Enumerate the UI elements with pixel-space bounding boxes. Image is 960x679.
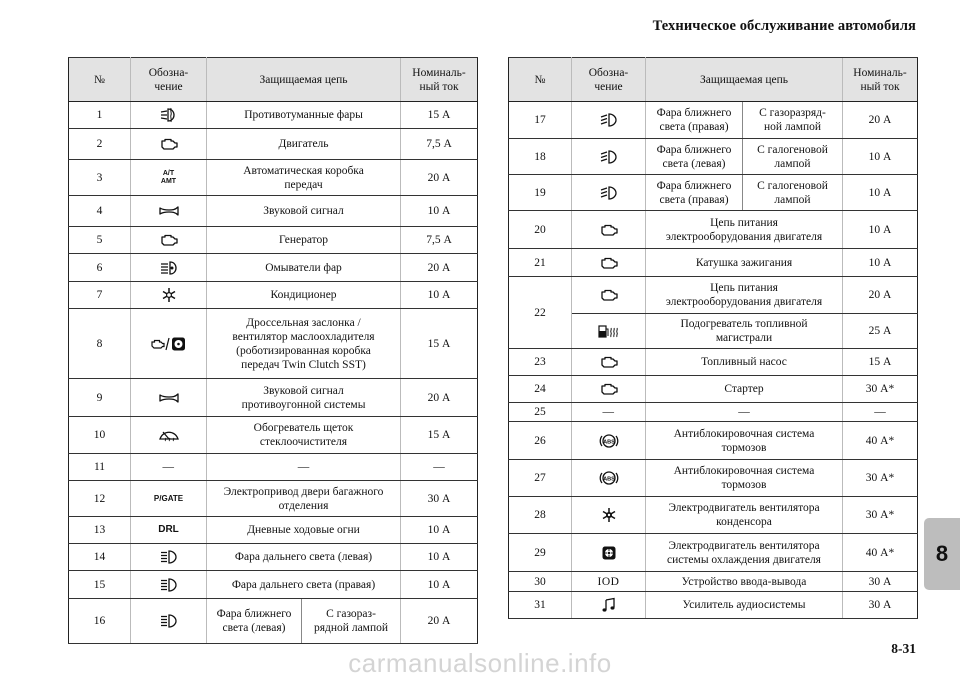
protected-circuit: Цепь питания электрооборудования двигателя <box>646 211 843 249</box>
fuse-symbol <box>572 460 646 497</box>
table-row <box>69 517 478 544</box>
fuse-number: 27 <box>509 460 572 497</box>
rated-current: 40 А* <box>843 422 918 460</box>
rated-current: 10 А <box>401 517 478 544</box>
horn-icon <box>158 392 180 404</box>
table-row <box>69 309 478 379</box>
fuse-number: 11 <box>69 454 131 481</box>
table-row <box>69 379 478 417</box>
fuse-number: 6 <box>69 254 131 282</box>
fuse-number: 10 <box>69 417 131 454</box>
power-tailgate-icon: P/GATE <box>153 493 184 503</box>
rated-current: 10 А <box>843 249 918 277</box>
fuse-symbol <box>572 591 646 618</box>
rated-current: 10 А <box>401 282 478 309</box>
rated-current: 20 А <box>843 102 918 139</box>
protected-circuit: Антиблокировочная система тормозов <box>646 422 843 460</box>
engine-icon <box>159 233 179 247</box>
table-row <box>509 422 918 460</box>
protected-circuit: Двигатель <box>207 129 401 160</box>
table-row <box>69 544 478 571</box>
fuel-heater-icon <box>597 324 621 338</box>
abs-icon <box>598 470 620 486</box>
protected-circuit: Стартер <box>646 376 843 403</box>
protected-circuit: Фара дальнего света (правая) <box>207 571 401 599</box>
table-row <box>69 454 478 481</box>
protected-circuit: Усилитель аудиосистемы <box>646 591 843 618</box>
fuse-number: 22 <box>509 277 572 349</box>
engine-icon <box>599 355 619 369</box>
engine-icon <box>159 137 179 151</box>
fuse-number: 17 <box>509 102 572 139</box>
iod-icon: IOD <box>597 575 620 588</box>
table-row <box>69 196 478 227</box>
drl-icon: DRL <box>158 524 179 536</box>
fuse-symbol <box>131 571 207 599</box>
fuse-number: 1 <box>69 102 131 129</box>
rated-current: 15 А <box>401 309 478 379</box>
fuse-table-right <box>508 57 918 619</box>
column-header-circuit: Защищаемая цепь <box>646 58 843 102</box>
fuse-number: 24 <box>509 376 572 403</box>
rated-current: 10 А <box>401 544 478 571</box>
fuse-number: 30 <box>509 572 572 591</box>
fuse-number: 29 <box>509 534 572 572</box>
protected-circuit: Фара ближнего света (левая) <box>646 139 743 175</box>
rated-current: 10 А <box>843 175 918 211</box>
table-row <box>509 249 918 277</box>
table-row <box>69 254 478 282</box>
at-amt-icon: A/T AMT <box>160 170 177 185</box>
fuse-number: 9 <box>69 379 131 417</box>
protected-circuit: Дроссельная заслонка / вентилятор маслоохладителя (роботизированная коробка передач Twin Clutch SST) <box>207 309 401 379</box>
protected-circuit: Электродвигатель вентилятора системы охлаждения двигателя <box>646 534 843 572</box>
rated-current: 30 А <box>843 591 918 618</box>
table-row <box>69 417 478 454</box>
abs-icon-label: ABS <box>602 476 615 483</box>
engine-icon <box>599 288 619 302</box>
rated-current: 10 А <box>843 139 918 175</box>
fuse-number: 19 <box>509 175 572 211</box>
fuse-symbol <box>131 544 207 571</box>
condenser-fan-icon <box>601 507 617 523</box>
fuse-symbol <box>572 572 646 591</box>
rated-current: 30 А <box>401 481 478 517</box>
fuse-symbol <box>131 379 207 417</box>
fuse-number: 28 <box>509 497 572 534</box>
protected-circuit: Устройство ввода-вывода <box>646 572 843 591</box>
rated-current: 40 А* <box>843 534 918 572</box>
protected-circuit: Омыватели фар <box>207 254 401 282</box>
protected-circuit: Фара дальнего света (левая) <box>207 544 401 571</box>
table-row <box>69 571 478 599</box>
protected-circuit: Подогреватель топливной магистрали <box>646 314 843 349</box>
rated-current: 30 А* <box>843 460 918 497</box>
engine-fan-icon <box>151 336 187 352</box>
protected-circuit: Звуковой сигнал <box>207 196 401 227</box>
fuse-symbol <box>131 517 207 544</box>
protected-circuit: Фара ближнего света (правая) <box>646 102 743 139</box>
fuse-symbol <box>572 497 646 534</box>
protected-circuit: Электропривод двери багажного отделения <box>207 481 401 517</box>
table-row <box>69 102 478 129</box>
rated-current: 25 А <box>843 314 918 349</box>
table-row <box>509 534 918 572</box>
fog-light-icon <box>159 107 179 123</box>
fuse-number: 5 <box>69 227 131 254</box>
fuse-symbol <box>572 314 646 349</box>
low-beam-icon <box>599 149 619 165</box>
protected-circuit: Генератор <box>207 227 401 254</box>
rated-current: 30 А* <box>843 376 918 403</box>
fuse-number: 12 <box>69 481 131 517</box>
table-row <box>69 160 478 196</box>
fuse-symbol <box>131 129 207 160</box>
fuse-number: 14 <box>69 544 131 571</box>
protected-circuit: Автоматическая коробка передач <box>207 160 401 196</box>
chapter-tab[interactable]: 8 <box>924 518 960 590</box>
fuse-symbol <box>131 160 207 196</box>
low-beam-icon <box>599 185 619 201</box>
column-header-symbol: Обозна- чение <box>572 58 646 102</box>
protected-circuit: Противотуманные фары <box>207 102 401 129</box>
fuse-table-left <box>68 57 478 644</box>
table-row <box>69 481 478 517</box>
table-row <box>509 211 918 249</box>
fuse-symbol <box>572 211 646 249</box>
fuse-symbol <box>572 102 646 139</box>
fuse-symbol <box>131 481 207 517</box>
table-row <box>509 497 918 534</box>
rated-current: 20 А <box>401 160 478 196</box>
fuse-number: 8 <box>69 309 131 379</box>
fuse-symbol <box>572 349 646 376</box>
rated-current: 10 А <box>843 211 918 249</box>
protected-circuit: Обогреватель щеток стеклоочистителя <box>207 417 401 454</box>
rated-current: 15 А <box>401 417 478 454</box>
rated-current: 20 А <box>401 599 478 644</box>
empty-symbol: — <box>162 461 175 474</box>
protected-circuit: Цепь питания электрооборудования двигателя <box>646 277 843 314</box>
fuse-symbol <box>572 249 646 277</box>
fuse-number: 3 <box>69 160 131 196</box>
fuse-number: 31 <box>509 591 572 618</box>
rated-current: 10 А <box>401 196 478 227</box>
fuse-number: 21 <box>509 249 572 277</box>
fuse-symbol <box>572 534 646 572</box>
rated-current: 20 А <box>843 277 918 314</box>
protected-circuit: Антиблокировочная система тормозов <box>646 460 843 497</box>
fuse-number: 16 <box>69 599 131 644</box>
fuse-symbol <box>572 376 646 403</box>
low-beam-icon <box>599 112 619 128</box>
lamp-type: С галогеновой лампой <box>743 139 843 175</box>
high-beam-icon <box>159 613 179 629</box>
horn-icon <box>158 205 180 217</box>
rated-current: — <box>843 403 918 422</box>
column-header-rating: Номиналь- ный ток <box>843 58 918 102</box>
fuse-symbol <box>131 417 207 454</box>
rated-current: 7,5 А <box>401 227 478 254</box>
protected-circuit: — <box>646 403 843 422</box>
fuse-symbol <box>572 175 646 211</box>
column-header-number: № <box>69 58 131 102</box>
fuse-symbol <box>131 254 207 282</box>
wiper-heater-icon <box>158 427 180 443</box>
table-row <box>69 129 478 160</box>
fuse-number: 23 <box>509 349 572 376</box>
table-row <box>69 282 478 309</box>
table-row <box>509 139 918 175</box>
table-row <box>509 175 918 211</box>
table-header-row <box>69 58 478 102</box>
page-header-title: Техническое обслуживание автомобиля <box>652 18 916 34</box>
rated-current: 7,5 А <box>401 129 478 160</box>
engine-icon <box>599 223 619 237</box>
table-row <box>509 277 918 314</box>
abs-icon-label: ABS <box>602 439 615 446</box>
fuse-symbol <box>572 403 646 422</box>
fuse-symbol <box>131 282 207 309</box>
rated-current: 10 А <box>401 571 478 599</box>
protected-circuit: Дневные ходовые огни <box>207 517 401 544</box>
table-row <box>69 227 478 254</box>
table-row <box>509 572 918 591</box>
watermark: carmanualsonline.info <box>348 648 612 678</box>
table-row <box>509 403 918 422</box>
fuse-number: 25 <box>509 403 572 422</box>
empty-symbol: — <box>602 406 615 419</box>
protected-circuit: — <box>207 454 401 481</box>
protected-circuit: Фара ближнего света (правая) <box>646 175 743 211</box>
fuse-number: 2 <box>69 129 131 160</box>
fuse-symbol <box>131 454 207 481</box>
page-number: 8-31 <box>891 641 916 656</box>
engine-icon <box>599 256 619 270</box>
protected-circuit: Звуковой сигнал противоугонной системы <box>207 379 401 417</box>
fuse-symbol <box>572 277 646 314</box>
high-beam-icon <box>159 577 179 593</box>
fuse-symbol <box>131 102 207 129</box>
table-row <box>509 376 918 403</box>
fuse-number: 4 <box>69 196 131 227</box>
fuse-symbol <box>131 599 207 644</box>
rated-current: 15 А <box>401 102 478 129</box>
rated-current: 30 А* <box>843 497 918 534</box>
fuse-symbol <box>572 139 646 175</box>
protected-circuit: Топливный насос <box>646 349 843 376</box>
audio-icon <box>601 597 617 613</box>
column-header-circuit: Защищаемая цепь <box>207 58 401 102</box>
table-header-row <box>509 58 918 102</box>
abs-icon <box>598 433 620 449</box>
rated-current: 20 А <box>401 254 478 282</box>
rated-current: 15 А <box>843 349 918 376</box>
lamp-type: С газоразряд- ной лампой <box>743 102 843 139</box>
lamp-type: С галогеновой лампой <box>743 175 843 211</box>
fuse-number: 26 <box>509 422 572 460</box>
column-header-number: № <box>509 58 572 102</box>
fuse-number: 15 <box>69 571 131 599</box>
protected-circuit: Катушка зажигания <box>646 249 843 277</box>
fuse-symbol <box>131 196 207 227</box>
fuse-number: 20 <box>509 211 572 249</box>
lamp-type: С газораз- рядной лампой <box>302 599 401 644</box>
column-header-symbol: Обозна- чение <box>131 58 207 102</box>
headlamp-washer-icon <box>159 260 179 276</box>
engine-icon <box>599 382 619 396</box>
high-beam-icon <box>159 549 179 565</box>
fuse-symbol <box>131 309 207 379</box>
fuse-symbol <box>131 227 207 254</box>
rated-current: 20 А <box>401 379 478 417</box>
rated-current: 30 А <box>843 572 918 591</box>
protected-circuit: Фара ближнего света (левая) <box>207 599 302 644</box>
table-row <box>509 102 918 139</box>
table-row <box>509 349 918 376</box>
fuse-number: 18 <box>509 139 572 175</box>
table-row <box>509 591 918 618</box>
protected-circuit: Кондиционер <box>207 282 401 309</box>
fuse-number: 13 <box>69 517 131 544</box>
table-row <box>509 460 918 497</box>
protected-circuit: Электродвигатель вентилятора конденсора <box>646 497 843 534</box>
rated-current: — <box>401 454 478 481</box>
table-row <box>69 599 478 644</box>
radiator-fan-icon <box>601 545 617 561</box>
column-header-rating: Номиналь- ный ток <box>401 58 478 102</box>
fuse-symbol <box>572 422 646 460</box>
fuse-number: 7 <box>69 282 131 309</box>
air-conditioner-icon <box>161 287 177 303</box>
